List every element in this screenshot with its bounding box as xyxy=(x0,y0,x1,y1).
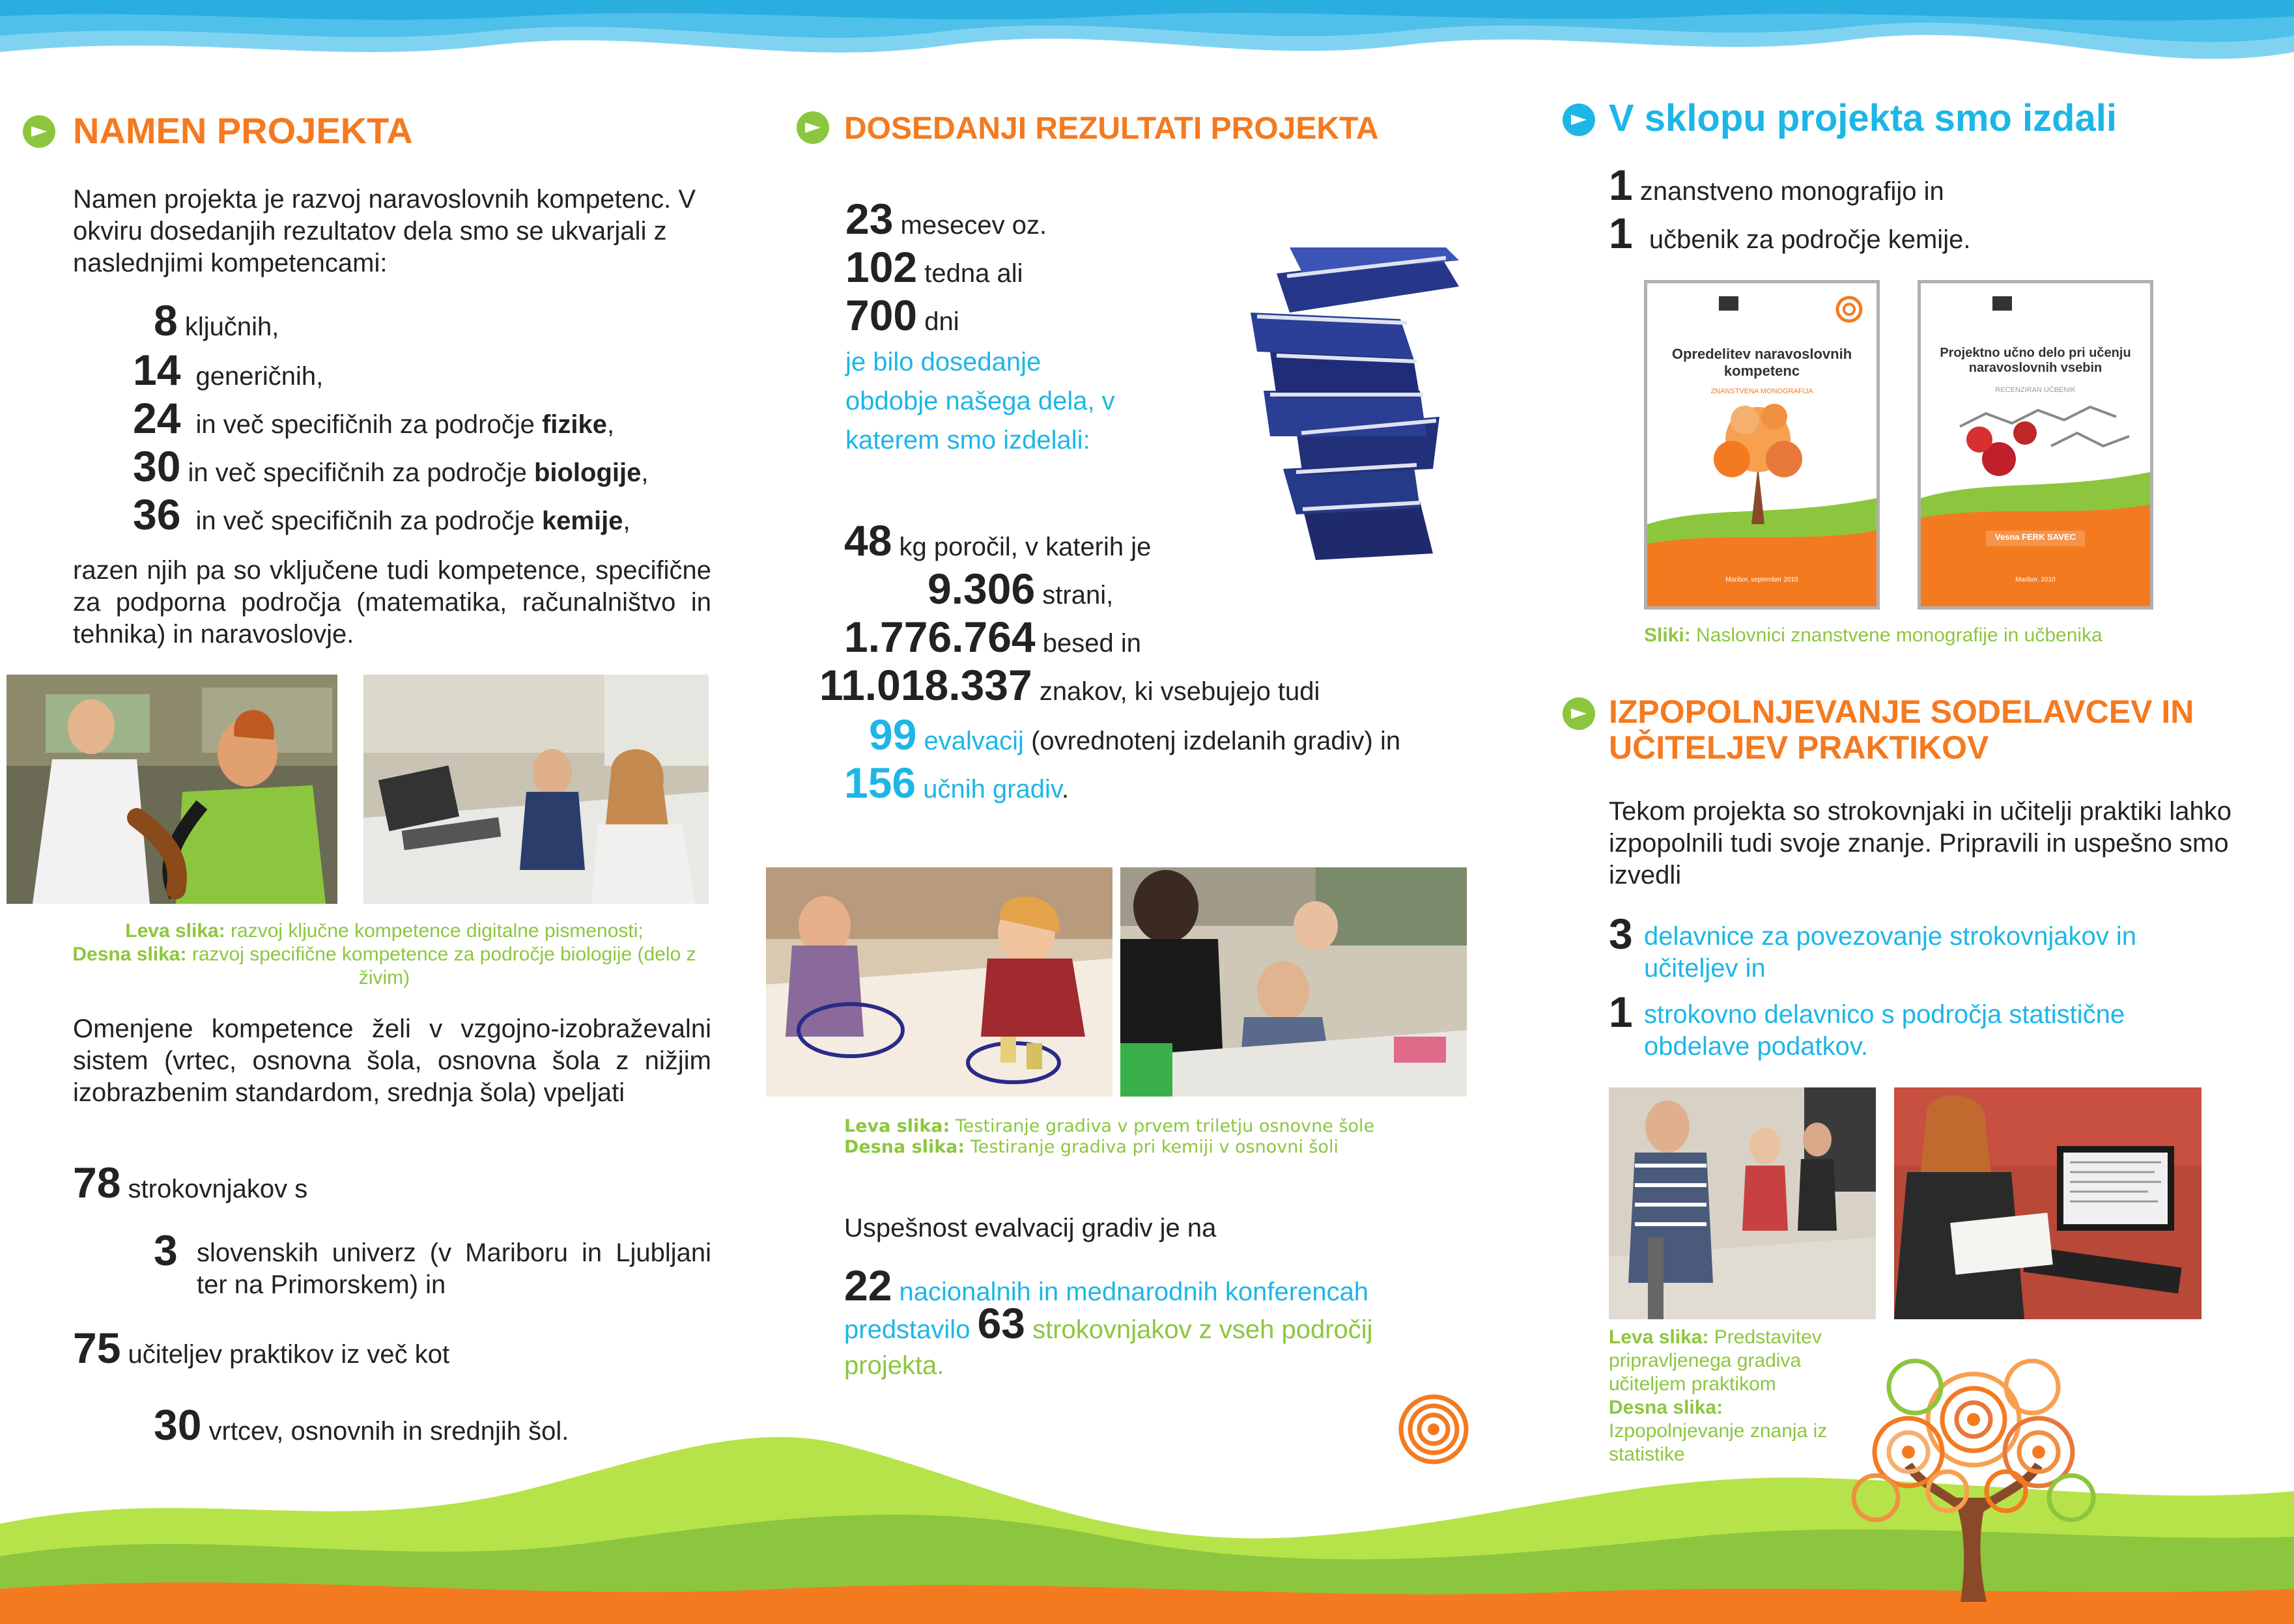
caption-label: Leva slika: xyxy=(844,1116,950,1136)
time-number: 23 xyxy=(845,195,894,243)
output-number: 1.776.764 xyxy=(844,613,1036,661)
materials-punct: . xyxy=(1061,775,1069,804)
caption-text: Testiranje gradiva v prvem triletju osnovne šole xyxy=(955,1116,1375,1136)
conference-text: nacionalnih in mednarodnih konferencah xyxy=(899,1278,1369,1306)
book-cover-textbook xyxy=(1918,280,2153,609)
stat-text: vrtcev, osnovnih in srednjih šol. xyxy=(208,1417,569,1446)
blue-arrow-bullet-icon xyxy=(1562,103,1596,137)
photo-computer-classroom xyxy=(363,675,709,904)
time-text: tedna ali xyxy=(924,259,1023,288)
experts-text: strokovnjakov z vseh področij projekta. xyxy=(844,1315,1373,1380)
workshop-number: 1 xyxy=(1609,988,1633,1036)
evaluation-word: evalvacij xyxy=(924,727,1024,755)
publication-item xyxy=(1609,207,1970,260)
book-title: Opredelitev naravoslovnih kompetenc xyxy=(1671,346,1852,379)
competence-field: biologije xyxy=(533,458,642,487)
evaluation-text: (ovrednotenj izdelanih gradiv) in xyxy=(1031,727,1401,755)
caption-text: Izpopolnjevanje znanja iz statistike xyxy=(1609,1420,1828,1465)
output-item xyxy=(844,611,1141,664)
conference-text: predstavilo xyxy=(844,1315,970,1344)
competence-number: 24 xyxy=(133,394,181,442)
competence-text: in več specifičnih za področje xyxy=(195,507,542,535)
conference-number: 22 xyxy=(844,1261,892,1309)
time-item xyxy=(845,193,1047,245)
izpopolnjevanje-heading: IZPOPOLNJEVANJE SODELAVCEV IN UČITELJEV PRAKTIKOV xyxy=(1609,693,2194,766)
output-number: 11.018.337 xyxy=(819,661,1032,709)
competence-text: ključnih, xyxy=(184,313,279,341)
evaluation-item xyxy=(869,708,1400,761)
stat-item xyxy=(73,1322,449,1375)
caption-text: Predstavitev pripravljenega gradiva učiteljem praktikom xyxy=(1609,1326,1822,1395)
time-item xyxy=(845,241,1023,294)
competence-number: 36 xyxy=(133,490,181,539)
output-item xyxy=(928,563,1113,615)
namen-projekta-heading: NAMEN PROJEKTA xyxy=(73,110,413,151)
photo-teacher-presentation xyxy=(1609,1087,1876,1319)
publication-text: znanstveno monografijo in xyxy=(1639,177,1944,206)
output-item xyxy=(819,659,1320,712)
competence-field: kemije xyxy=(541,507,623,535)
stat-text: slovenskih univerz (v Mariboru in Ljubljani ter na Primorskem) in xyxy=(197,1239,711,1299)
caption-label: Desna slika: xyxy=(72,944,187,965)
competence-number: 8 xyxy=(154,296,178,344)
col3-photo-caption xyxy=(1609,1326,1856,1466)
stat-number: 75 xyxy=(73,1324,121,1372)
green-arrow-bullet-icon xyxy=(796,111,830,145)
time-item xyxy=(845,289,959,342)
competence-text: in več specifičnih za področje xyxy=(188,458,534,487)
implementation-paragraph: Omenjene kompetence želi v vzgojno-izobraževalni sistem (vrtec, osnovna šola, osnovna šola z nižjim izobrazbenim standardom, srednja šola) vpeljati xyxy=(73,1015,711,1107)
rezultati-heading: DOSEDANJI REZULTATI PROJEKTA xyxy=(844,111,1379,146)
photo-young-pupils-testing xyxy=(766,867,1112,1097)
competence-item xyxy=(154,294,279,347)
workshop-text: strokovno delavnico s področja statistične obdelave podatkov. xyxy=(1644,1000,2125,1061)
competence-text: in več specifičnih za področje xyxy=(195,410,542,439)
col2-photo-caption xyxy=(844,1116,1374,1158)
green-arrow-bullet-icon xyxy=(1562,697,1596,731)
publication-text: učbenik za področje kemije. xyxy=(1649,225,1971,254)
materials-item xyxy=(844,757,1069,809)
caption-text: razvoj specifične kompetence za področje biologije (delo z živim) xyxy=(191,944,696,988)
books-caption xyxy=(1644,624,2103,647)
orange-spiral-icon xyxy=(1398,1393,1469,1465)
caption-label: Leva slika: xyxy=(125,920,225,942)
stat-item xyxy=(154,1224,178,1277)
book-stack-illustration xyxy=(1225,247,1511,560)
photo-chemistry-class xyxy=(1120,867,1467,1097)
stat-item xyxy=(73,1156,307,1209)
stat-text: strokovnjakov s xyxy=(128,1175,308,1203)
conference-line-2 xyxy=(844,1297,1430,1381)
book-cover-monograph xyxy=(1644,280,1880,609)
caption-text: razvoj ključne kompetence digitalne pismenosti; xyxy=(231,920,644,942)
workshop-number: 3 xyxy=(1609,910,1633,958)
stat-number: 3 xyxy=(154,1226,178,1274)
competence-item xyxy=(133,344,323,397)
competence-item xyxy=(133,440,649,493)
caption-label: Desna slika: xyxy=(844,1137,965,1158)
caption-label: Sliki: xyxy=(1644,624,1691,646)
publication-item xyxy=(1609,159,1944,212)
output-text: besed in xyxy=(1042,629,1141,658)
competence-number: 30 xyxy=(133,442,181,490)
book-footer: Maribor, september 2010 xyxy=(1725,576,1798,583)
stat-number: 30 xyxy=(154,1401,202,1449)
book-author: Vesna FERK SAVEC xyxy=(1994,532,2076,542)
decorative-tree-illustration xyxy=(1837,1341,2110,1602)
workshop-text: delavnice za povezovanje strokovnjakov in učiteljev in xyxy=(1644,922,2136,983)
competence-punct: , xyxy=(606,410,615,439)
time-text: dni xyxy=(924,307,959,336)
output-text: strani, xyxy=(1042,581,1114,609)
competence-punct: , xyxy=(623,507,630,535)
materials-word: učnih gradiv xyxy=(923,775,1062,804)
caption-label: Desna slika: xyxy=(1609,1397,1723,1418)
book-title: Projektno učno delo pri učenju naravoslovnih vsebin xyxy=(1940,346,2131,375)
output-item xyxy=(844,514,1151,567)
competence-item xyxy=(133,392,614,445)
competence-text: generičnih, xyxy=(195,362,324,391)
publication-number: 1 xyxy=(1609,161,1633,209)
time-number: 102 xyxy=(845,243,918,291)
publication-number: 1 xyxy=(1609,209,1633,257)
evaluation-number: 99 xyxy=(869,710,917,759)
stat-text: učiteljev praktikov iz več kot xyxy=(128,1340,450,1369)
competence-punct: , xyxy=(641,458,649,487)
materials-number: 156 xyxy=(844,759,916,807)
time-text: mesecev oz. xyxy=(900,211,1047,240)
stat-number: 78 xyxy=(73,1158,121,1207)
time-note: je bilo dosedanje obdobje našega dela, v katerem smo izdelali: xyxy=(845,348,1115,455)
book-subtitle: ZNANSTVENA MONOGRAFIJA xyxy=(1710,387,1813,395)
intro-paragraph: Namen projekta je razvoj naravoslovnih kompetenc. V okviru dosedanjih rezultatov dela smo se ukvarjali z naslednjimi kompetencami: xyxy=(73,185,696,277)
caption-text: Naslovnici znanstvene monografije in učbenika xyxy=(1696,624,2103,646)
output-text: znakov, ki vsebujejo tudi xyxy=(1039,677,1320,706)
output-number: 48 xyxy=(844,516,892,565)
photo-lab-snake xyxy=(7,675,337,904)
competence-item xyxy=(133,488,630,541)
experts-number: 63 xyxy=(977,1299,1025,1347)
caption-text: Testiranje gradiva pri kemiji v osnovni šoli xyxy=(970,1137,1338,1158)
top-wave-decoration xyxy=(0,0,2294,85)
stat-item xyxy=(154,1399,569,1451)
training-paragraph: Tekom projekta so strokovnjaki in učitelji praktiki lahko izpopolnili tudi svoje znanje. Pripravili in uspešno smo izvedli xyxy=(1609,797,2231,889)
supporting-competences-paragraph: razen njih pa so vključene tudi kompetence, specifične za podporna področja (matematika, računalništvo in tehnika) in naravoslovje. xyxy=(73,556,711,649)
green-arrow-bullet-icon xyxy=(22,115,56,148)
time-number: 700 xyxy=(845,291,918,339)
caption-label: Leva slika: xyxy=(1609,1326,1709,1348)
photo-statistics-training xyxy=(1894,1087,2202,1319)
col1-photo-caption xyxy=(59,919,710,990)
book-subtitle: RECENZIRAN UČBENIK xyxy=(1995,386,2076,394)
workshop-item xyxy=(1609,986,1633,1039)
competence-number: 14 xyxy=(133,346,181,394)
izdali-heading: V sklopu projekta smo izdali xyxy=(1609,97,2117,139)
competence-field: fizike xyxy=(541,410,607,439)
output-number: 9.306 xyxy=(928,565,1036,613)
output-text: kg poročil, v katerih je xyxy=(899,533,1152,561)
success-text: Uspešnost evalvacij gradiv je na xyxy=(844,1214,1217,1242)
book-footer: Maribor, 2010 xyxy=(2015,576,2056,583)
